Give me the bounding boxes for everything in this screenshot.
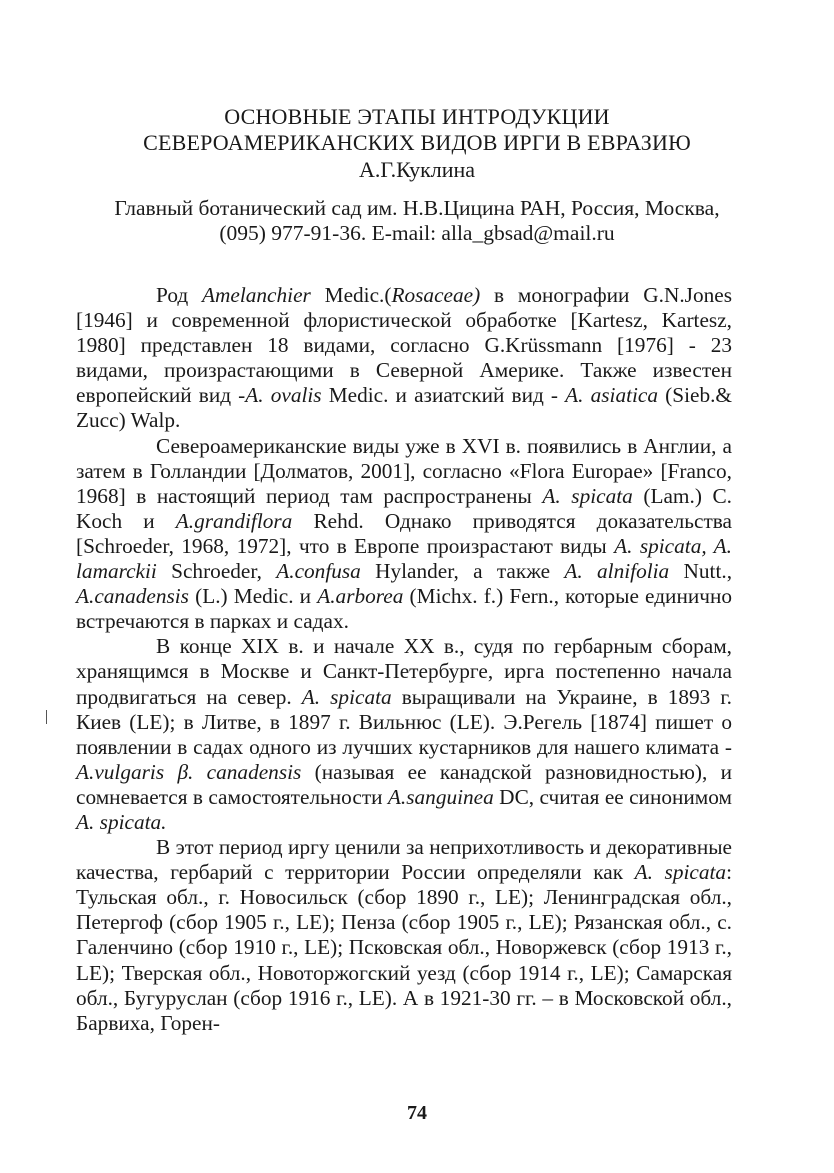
- paragraph: [76, 434, 732, 635]
- affiliation-line-1: Главный ботанический сад им. Н.В.Цицина РАН, Россия, Москва,: [114, 196, 720, 220]
- text-run: Medic.(: [310, 283, 392, 307]
- text-run: в монографии G.N.Jones [1946] и современной флористической обработке [Kartesz, Kartesz, 1980] представлен 18 видами, согласно G.Krüssmann [1976] - 23 видами, произрастающими в Северной Америке. Также известен европейский вид -: [76, 283, 732, 408]
- author: А.Г.Куклина: [358, 157, 476, 182]
- italic-text: A. spicata: [301, 684, 392, 709]
- paragraph: [76, 283, 732, 434]
- text-run: Североамериканские виды уже в XVI в. появились в Англии, а затем в Голландии [Долматов, 2001], согласно «Flora Europae» [Franco, 1968] в настоящий период там распространены: [76, 433, 732, 508]
- italic-text: A.sanguinea: [387, 784, 494, 809]
- italic-text: Rosaceae): [391, 283, 481, 307]
- title-line-2: СЕВЕРОАМЕРИКАНСКИХ ВИДОВ ИРГИ В ЕВРАЗИЮ: [143, 130, 691, 155]
- body-text: [76, 283, 732, 1036]
- italic-text: A. spicata: [634, 860, 727, 885]
- italic-text: Amelanchier: [202, 283, 311, 307]
- page-number: 74: [407, 1102, 427, 1124]
- italic-text: A.confusa: [276, 559, 361, 584]
- italic-text: A. alnifolia: [564, 559, 670, 584]
- margin-mark: [46, 710, 47, 724]
- italic-text: A. spicata, A. lamarckii: [76, 533, 732, 584]
- italic-text: A.grandiflora: [175, 508, 293, 533]
- title-block: [0, 104, 834, 184]
- paragraph: [76, 634, 732, 835]
- text-run: Rehd. Однако приводятся доказательства [Schroeder, 1968, 1972], что в Европе произрастают виды: [76, 508, 732, 558]
- text-run: Род: [156, 283, 202, 307]
- text-run: (называя ее канадской разновидностью), и сомневается в самостоятельности: [76, 759, 732, 809]
- italic-text: A.arborea: [317, 584, 404, 609]
- text-run: (L.) Medic. и: [188, 584, 318, 609]
- text-run: DC, считая ее синонимом: [493, 784, 732, 809]
- affiliation: [0, 196, 834, 246]
- text-run: : Тульская обл., г. Новосильск (сбор 1890 г., LE); Ленинградская обл., Петергоф (сбор 1905 г., LE); Пенза (сбор 1905 г., LE); Рязанская обл., с. Галенчино (сбор 1910 г., LE); Псковская обл., Новоржевск (сбор 1913 г., LE); Тверская обл., Новоторжогский уезд (сбор 1914 г., LE); Самарская обл., Бугуруслан (сбор 1916 г., LE). А в 1921-30 гг. – в Московской обл., Барвиха, Горен-: [76, 860, 732, 1035]
- text-run: В конце XIX в. и начале XX в., судя по гербарным сборам, хранящимся в Москве и Санкт-Петербурге, ирга постепенно начала продвигаться на север.: [76, 634, 732, 709]
- text-run: выращивали на Украине, в 1893 г. Киев (LE); в Литве, в 1897 г. Вильнюс (LE). Э.Регель [1874] пишет о появлении в садах одного из лучших кустарников для нашего климата -: [76, 684, 732, 759]
- text-run: Medic. и азиатский вид -: [321, 383, 566, 408]
- text-run: (Michx. f.) Fern., которые единично встречаются в парках и садах.: [76, 584, 732, 634]
- italic-text: A.vulgaris β. canadensis: [76, 759, 302, 784]
- affiliation-line-2: (095) 977-91-36. E-mail: alla_gbsad@mail.ru: [219, 221, 615, 245]
- italic-text: A. ovalis: [245, 383, 322, 408]
- title-line-1: ОСНОВНЫЕ ЭТАПЫ ИНТРОДУКЦИИ: [224, 104, 610, 129]
- italic-text: A. spicata.: [76, 809, 167, 834]
- italic-text: A.canadensis: [76, 584, 189, 609]
- italic-text: A. spicata: [542, 483, 633, 508]
- text-run: В этот период иргу ценили за неприхотливость и декоративные качества, гербарий с территории России определяли как: [76, 835, 732, 885]
- paragraph: [76, 835, 732, 1036]
- text-run: Schroeder,: [156, 559, 277, 584]
- text-run: (Sieb.& Zucc) Walp.: [76, 383, 732, 433]
- text-run: Nutt.,: [669, 559, 733, 584]
- text-run: (Lam.) C. Koch и: [76, 483, 732, 533]
- italic-text: A. asiatica: [565, 383, 659, 408]
- text-run: Hylander, а также: [360, 559, 565, 584]
